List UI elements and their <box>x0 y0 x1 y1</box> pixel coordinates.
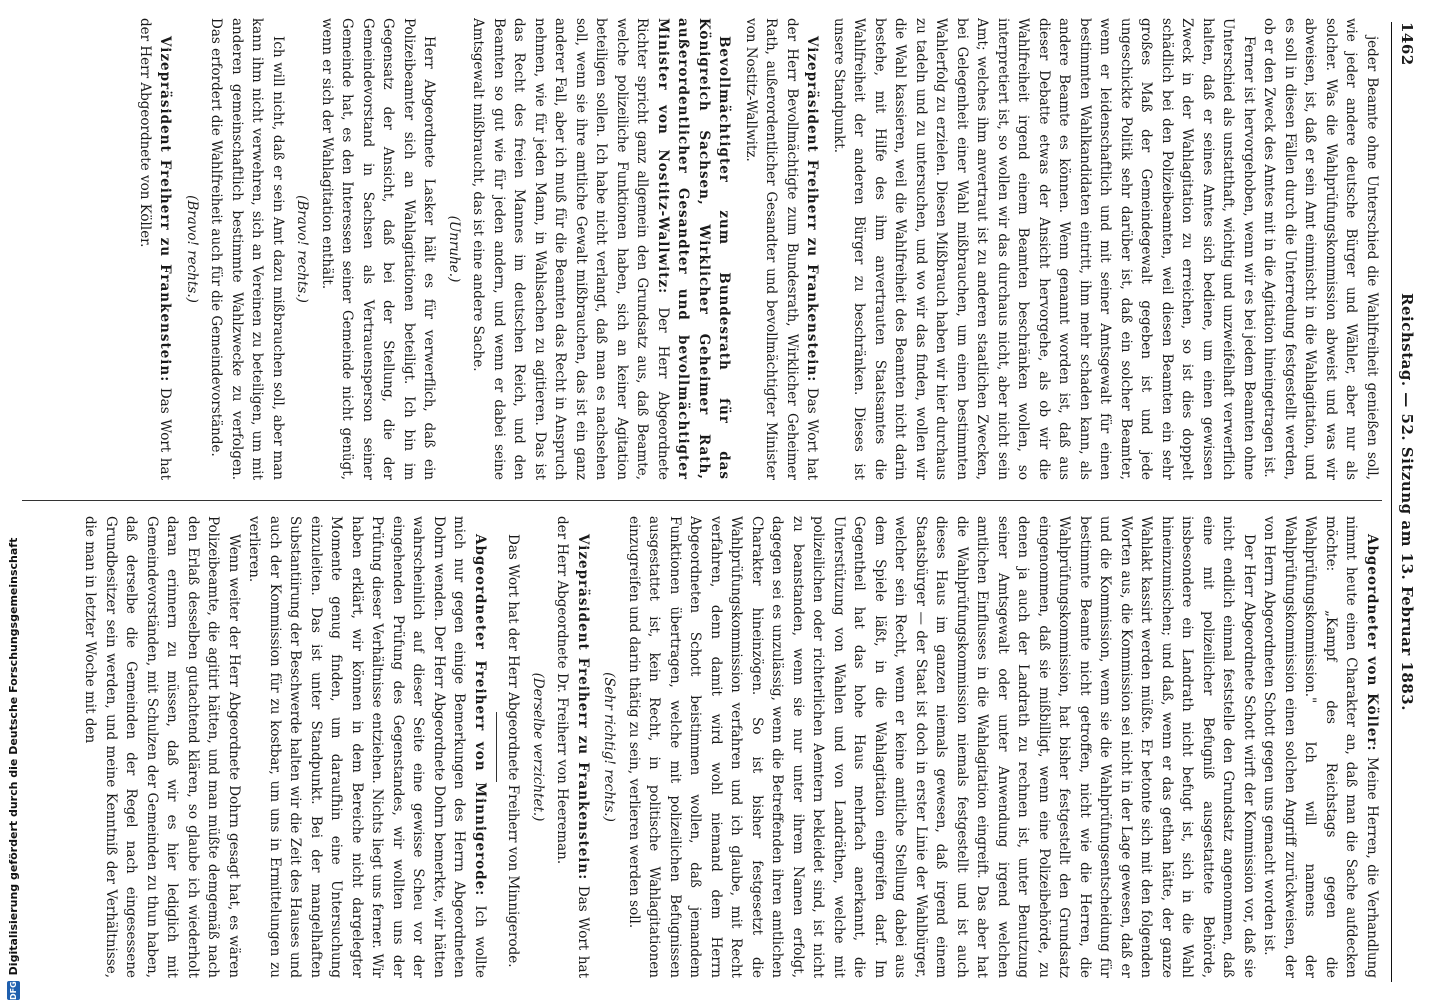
left-column <box>12 18 1382 480</box>
speech-text: Ich wollte mich nur gegen einige Bemerkungen des Herrn Abgeordneten Dohrn wenden. Der Herr Abgeordnete Dohrn bemerkte, wir hätten wahrscheinlich auf dieser Seite eine gewisse Scheu vor der eingehenden Prüfung des Gegenstandes, wir wollten uns der Prüfung dieser Verhältnisse entziehen. Nichts liegt uns ferner. Wir haben erklärt, wir können in dem Bereiche nicht dargelegter Momente genug finden, um daraufhin eine Untersuchung einzuleiten. Das ist unter Standpunkt. Bei der mangelhaften Substantiirung der Beschwerde halten wir die Zeit des Hauses und auch der Kommission für zu kostbar, um uns in Ermittelungen zu verlieren. <box>246 516 488 978</box>
page-title: Reichstag. — 52. Sitzung am 13. Februar 1883. <box>1398 293 1416 711</box>
digitization-note <box>2 537 24 1000</box>
speaker-name: Vizepräsident Freiherr zu Frankenstein: <box>575 534 591 881</box>
page-number: 1462 <box>1398 22 1416 66</box>
paragraph <box>1259 516 1382 978</box>
speaker-name: Abgeordneter von Köller: <box>1364 534 1380 752</box>
paragraph: Herr Abgeordnete Lasker hält es für verwerflich, daß ein Polizeibeamter sich an Wahlagitationen beteiligt. Ich bin im Gegensatz der Ansicht, daß bei der Stellung, die der Gemeindevorstand in Sachsen als Vertrauensperson seiner Gemeinde hat, es den Interessen seiner Gemeinde nicht genügt, wenn er sich der Wahlagitation enthält. <box>319 18 438 480</box>
speaker-name: Abgeordneter Freiherr von Minnigerode: <box>472 534 488 897</box>
reaction-note: (Sehr richtig! rechts.) <box>601 672 618 822</box>
reaction-note: (Unruhe.) <box>446 215 462 283</box>
speaker-name: Vizepräsident Freiherr zu Frankenstein: <box>804 36 821 383</box>
paragraph <box>741 18 823 480</box>
speech-text: Das Wort hat der Herr Bevollmächtigte zum Bundesrath, Wirklicher Geheimer Rath, außerordentlicher Gesandter und bevollmächtigter Minister von Nostitz-Wallwitz. <box>743 18 821 480</box>
paragraph: Der Herr Abgeordnete Schott wirft der Kommission vor, daß sie nicht endlich einmal feststelle den Grundsatz angenommen, daß eine mit polizeilicher Befugniß ausgestattete Behörde, insbesondere ein Landrath nicht befugt ist, sich in die Wahl hineinzumischen; und daß, wenn er das gethan hätte, der ganze Wahlakt kassirt werden müßte. Er betonte sich mit den folgenden Worten aus, die Kommission sei nicht in der Lage gewesen, daß er und die Kommission, wenn sie die Wahlprüfungsentscheidung für bestimmte Beamte nicht getroffen, nicht wie die Herren, die Wahlprüfungskommission, hat bisher festgestellt den Grundsatz eingenommen, daß sie mißbilligt, wenn eine Polizeibehörde, zu denen ja auch der Landrath zu rechnen ist, unter Benutzung seiner Amtsgewalt oder unter Anwendung irgend welchen amtlichen Einflusses in die Wahlagitation eingreift. Das aber hat die Wahlprüfungskommission niemals festgestellt und ist auch dieses Haus im ganzen niemals gewesen, daß irgend einem Staatsbürger — der Staat ist doch in erster Linie der Wahlbürger, welcher sein Recht, wenn er keine amtliche Stellung dabei aus dem Spiele läßt, in die Wahlagitation eingreifen darf. Im Gegentheil hat das hohe Haus mehrfach anerkannt, die Unterstützung von Wahlen und von Landräthen, welche mit polizeilichen oder richterlichen Aemtern bekleidet sind, ist nicht zu beanstanden, wenn sie nur unter ihrem Namen erfolgt, dagegen sei es unzulässig, wenn die Betreffenden ihren amtlichen Charakter hineinzögen. So ist bisher festgesetzt die Wahlprüfungskommission verfahren und ich glaube, mit Recht verfahren, denn damit wird wohl niemand dem Herrn Abgeordneten Schott beistimmen wollen, daß jemandem Funktionen übertragen, welche mit polizeilichen Befugnissen ausgestattet ist, kein Recht, in politische Wahlagitationen einzugreifen und darin thätig zu sein, verlieren werden soll. <box>626 516 1257 978</box>
column-divider <box>22 500 1382 501</box>
speaker-name: Bevollmächtigter zum Bundesrath für das Königreich Sachsen, Wirklicher Geheimer Rath, außerordentlicher Gesandter und bevollmächtigter Minister von Nostitz-Wallwitz: <box>655 18 733 480</box>
reaction-note: (Bravo! rechts.) <box>184 195 200 303</box>
speaker-name: Vizepräsident Freiherr zu Frankenstein: <box>157 36 174 383</box>
speech-text: Das Wort hat der Herr Abgeordnete Dr. Freiherr von Heereman. <box>554 516 591 978</box>
paragraph <box>244 516 490 978</box>
reaction-note: (Bravo! rechts.) <box>294 195 311 303</box>
paragraph: Ich will nicht, daß er sein Amt dazu mißbrauchen soll, aber man kann ihm nicht verwehren, sich an Vereinen zu beteiligen, um mit anderen gemeinschaftlich bestimmte Wahlzwecke zu verfolgen. Das erfordert die Wahlfreiheit auch für die Gemeindevorstände. <box>208 18 286 480</box>
paragraph <box>135 18 176 480</box>
speech-text: Das Wort hat der Herr Abgeordnete von Köller. <box>137 18 174 480</box>
dfg-logo-icon: DFG <box>8 981 18 1000</box>
speech-text: Meine Herren, die Verhandlung nimmt heute einen Charakter an, daß man die Sache aufdecken möchte: „Kampf des Reichstags gegen die Wahlprüfungskommission." Ich will namens der Wahlprüfungskommission einen solchen Angriff zurückweisen, der von Herrn Abgeordneten Schott gegen uns gemacht worden ist. <box>1261 516 1380 978</box>
digitization-text: Digitalisierung gefördert durch die Deutsche Forschungsgemeinschaft <box>6 537 20 976</box>
section-rule <box>496 712 497 782</box>
paragraph: Das Wort hat der Herr Abgeordnete Freiherr von Minnigerode. <box>505 534 522 968</box>
page-header <box>1391 22 1420 982</box>
paragraph <box>468 18 735 480</box>
right-column <box>12 516 1382 978</box>
paragraph <box>552 516 593 978</box>
reaction-note: (Derselbe verzichtet.) <box>530 672 546 822</box>
paragraph: Wenn weiter der Herr Abgeordnete Dohrn gesagt hat, es wären Polizeibeamte, die agitirt hätten, und man müßte demgemäß nach den Erlaß desselben gutachtend klären, so glaube ich wiederholt daran erinnern zu müssen, daß wir es hier lediglich mit Gemeindevorständen, mit Schulzen der Gemeinden zu thun haben, daß derselbe die Gemeinden der Regel nach eingesessene Grundbesitzer sein werden, und meine Kenntniß der Verhältnisse, die man in letzter Woche mit den <box>82 516 242 978</box>
speech-text: Der Herr Abgeordnete Richter spricht ganz allgemein den Grundsatz aus, daß Beamte, welche polizeiliche Funktionen haben, sich an keiner Agitation beteiligen sollen. Ich habe nicht verlangt, daß man es nachsehen soll, wenn sie ihre amtliche Gewalt mißbrauchen, das ist ein ganz anderer Fall, aber ich muß für die Beamten das Recht in Anspruch nehmen, wie für jeden Mann, in Wahlsachen zu agitieren. Das ist das Recht des freien Mannes im deutschen Reich, und den Beamten so gut wie für jeden andern, und wenn er dabei seine Amtsgewalt mißbraucht, das ist eine andere Sache. <box>470 18 671 480</box>
paragraph: Ferner ist hervorgehoben, wenn wir es bei jedem Beamten ohne Unterschied als unstatthaft, wichtig und unzweifelhaft verwerflich halten, daß er seines Amtes sich bediene, um einen gewissen Zweck in der Wahlagitation zu erreichen, so ist dies doppelt schädlich bei den Polizeibeamten, weil diesen Beamten ein sehr großes Maß der Gemeindegewalt gegeben ist und jede ungeschickte Politik sehr darüber ist, daß ein solcher Beamter, wenn er leidenschaftlich und mit seiner Amtsgewalt für einen bestimmten Wahlkandidaten eintritt, ihm mehr schaden kann, als andere Beamte es können. Wenn genannt worden ist, daß aus dieser Debatte etwas der Ansicht hervorgehe, als ob wir die Wahlfreiheit irgend einem Beamten beschränken wollen, so interpretiert ist, so wollen wir das durchaus nicht, aber nicht sein Amt; welches ihm anvertraut ist zu anderen staatlichen Zwecken, bei Gelegenheit einer Wahl mißbrauchen, um einen bestimmten Wahlerfolg zu erzielen. Diesen Mißbrauch haben wir hier durchaus zu tadeln und zu untersuchen, und wo wir das finden, wollen wir die Wahl kassieren, weil die Wahlfreiheit des Beamten nicht darin bestehe, mit Hilfe des ihm anvertrauten Staatsamtes die Wahlfreiheit der anderen Bürger zu beschränken. Dieses ist unsere Standpunkt. <box>831 18 1257 480</box>
paragraph: jeder Beamte ohne Unterschied die Wahlfreiheit genießen soll, wie jeder andere deutsche Bürger und Wähler, aber nur als solcher. Was die Wahlprüfungskommission abweist und was wir abweisen, ist, daß er sein Amt einmischt in die Wahlagitation, und es soll in diesen Fällen durch die Unterredung festgestellt werden, ob er den Zweck des Amtes mit in die Agitation hineingetragen ist. <box>1261 18 1380 480</box>
